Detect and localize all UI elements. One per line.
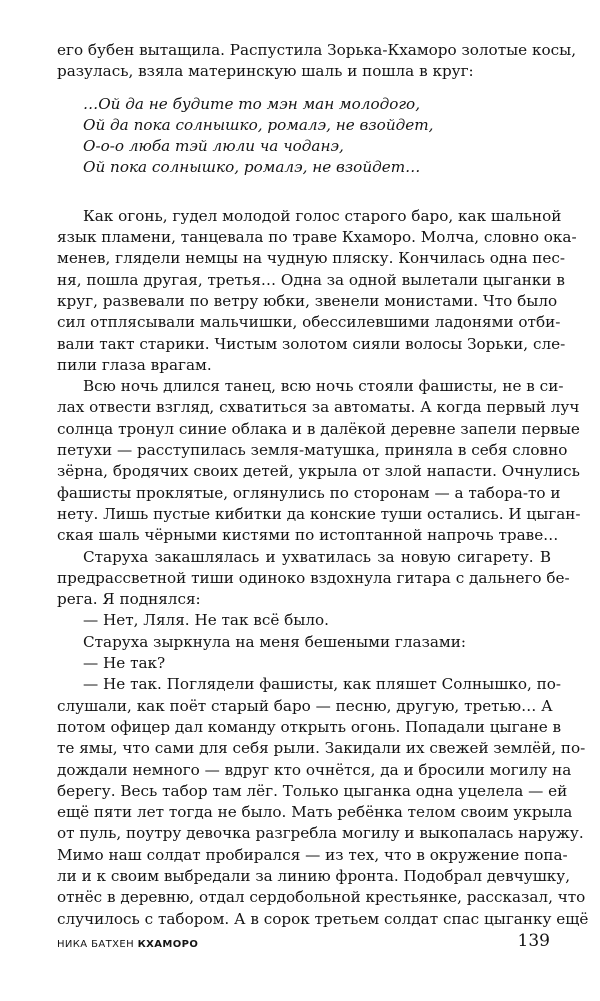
text-line: Всю ночь длился танец, всю ночь стояли фашисты, не в си- [83,377,564,396]
text-line: — Не так. Поглядели фашисты, как пляшет Солнышко, по- [83,675,562,694]
body-text [57,40,589,930]
verse-line: Ой да пока солнышко, ромалэ, не взойдет, [83,115,434,134]
paragraph-6 [57,632,551,653]
text-line: ня, пошла другая, третья… Одна за одной вылетали цыганки в [57,270,565,289]
paragraph-2 [57,206,577,376]
text-line: — Не так? [83,654,166,673]
text-line: берегу. Весь табор там лёг. Только цыганка одна уцелела — ей [57,781,568,800]
text-line: те ямы, что сами для себя рыли. Закидали их свежей землёй, по- [57,739,586,758]
text-line: вали такт старики. Чистым золотом сияли волосы Зорьки, сле- [57,334,566,353]
text-line: язык пламени, танцевала по траве Кхаморо. Молча, словно ока- [57,228,577,247]
paragraph-4 [57,547,570,611]
text-line: от пуль, поутру девочка разгребла могилу и выкопалась наружу. [57,824,584,843]
text-line: — Нет, Ляля. Не так всё было. [83,611,330,630]
paragraph-1 [57,40,577,83]
text-line: солнца тронул синие облака и в далёкой деревне запели первые [57,419,580,438]
verse-line: Ой пока солнышко, ромалэ, не взойдет… [83,158,421,177]
text-line: петухи — расступилась земля-матушка, приняла в себя словно [57,441,568,460]
text-line: дождали немного — вдруг кто очнётся, да и бросили могилу на [57,760,572,779]
text-line: ли и к своим выбредали за линию фронта. Подобрал девчушку, [57,866,571,885]
page-number: 139 [517,931,550,951]
text-line: Как огонь, гудел молодой голос старого баро, как шальной [83,206,562,225]
text-line: слушали, как поёт старый баро — песню, другую, третью… А [57,696,553,715]
text-line: менев, глядели немцы на чудную пляску. Кончилась одна пес- [57,249,565,268]
verse-line: О-о-о люба тэй люли ча чоданэ, [83,137,344,156]
text-line: предрассветной тиши одиноко вздохнула гитара с дальнего бе- [57,568,570,587]
text-line: отнёс в деревню, отдал сердобольной крестьянке, рассказал, что [57,888,586,907]
text-line: сил отплясывали мальчишки, обессилевшими ладонями отби- [57,313,561,332]
paragraph-8 [57,674,589,930]
footer-author-name: НИКА БАТХЕН [57,939,138,950]
verse-line: …Ой да не будите то мэн ман молодого, [83,94,421,113]
dialogue-line-2 [57,653,551,674]
text-line: круг, развевали по ветру юбки, звенели монистами. Что было [57,291,558,310]
text-line: Старуха зыркнула на меня бешеными глазами: [83,632,466,651]
text-line: нету. Лишь пустые кибитки да конские туши остались. И цыган- [57,504,581,523]
text-line: ская шаль чёрными кистями по истоптанной напрочь траве… [57,526,559,545]
text-line: пили глаза врагам. [57,355,212,374]
text-line: зёрна, бродячих своих детей, укрыла от злой напасти. Очнулись [57,462,580,481]
text-line: случилось с табором. А в сорок третьем солдат спас цыганку ещё [57,909,589,928]
text-line: потом офицер дал команду открыть огонь. Попадали цыгане в [57,717,562,736]
text-line: Старуха закашлялась и ухватилась за новую сигарету. В [83,547,551,566]
text-line: ещё пяти лет тогда не было. Мать ребёнка телом своим укрыла [57,803,573,822]
text-line: рега. Я поднялся: [57,590,201,609]
running-footer [57,939,198,950]
dialogue-line-1 [57,610,551,631]
song-verse [57,94,551,179]
text-line: Мимо наш солдат пробирался — из тех, что в окружение попа- [57,845,568,864]
text-line: фашисты проклятые, оглянулись по сторонам — а табора-то и [57,483,561,502]
text-line: его бубен вытащила. Распустила Зорька-Кхаморо золотые косы, [57,41,577,59]
footer-book-title: КХАМОРО [137,939,199,950]
text-line: разулась, взяла материнскую шаль и пошла в круг: [57,62,474,81]
paragraph-3 [57,376,581,546]
text-line: лах отвести взгляд, схватиться за автоматы. А когда первый луч [57,398,580,417]
